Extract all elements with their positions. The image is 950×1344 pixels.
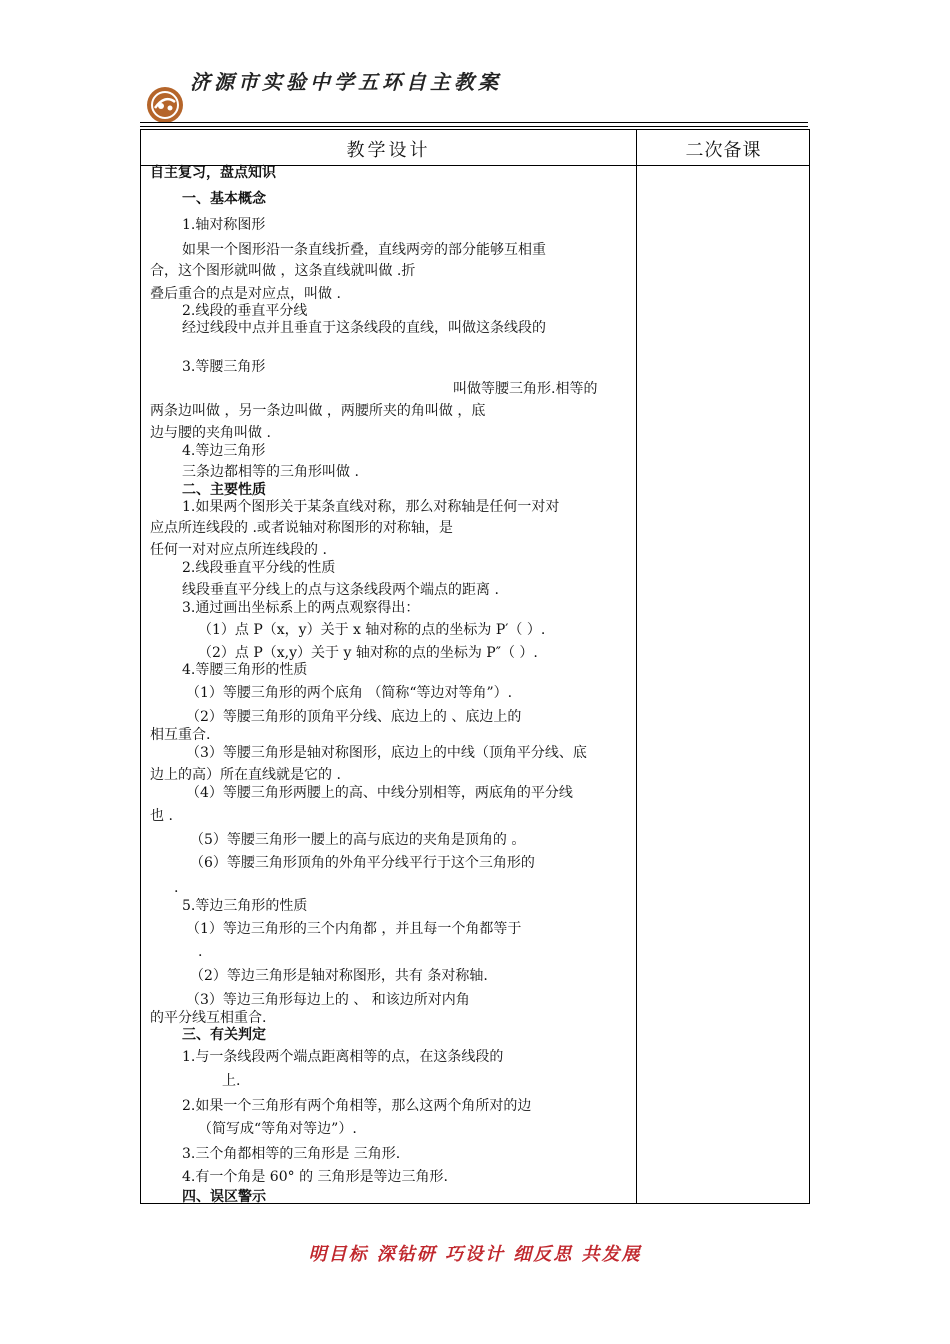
section-heading: 四、误区警示 xyxy=(182,1189,266,1205)
section-heading: 二、主要性质 xyxy=(182,482,266,498)
text-line: （6）等腰三角形顶角的外角平分线平行于这个三角形的 xyxy=(190,855,535,871)
text-line: 1.如果两个图形关于某条直线对称，那么对称轴是任何一对对 xyxy=(182,499,560,515)
text-line: （2）等边三角形是轴对称图形，共有 条对称轴. xyxy=(190,968,488,984)
text-line: 3.通过画出坐标系上的两点观察得出： xyxy=(182,600,420,616)
text-line: 两条边叫做 ，另一条边叫做 ，两腰所夹的角叫做 ，底 xyxy=(150,403,486,419)
column-header-teaching-design: 教学设计 xyxy=(346,140,431,161)
text-line: 叫做等腰三角形.相等的 xyxy=(453,381,598,397)
text-line: （2）点 P（x,y）关于 y 轴对称的点的坐标为 P″（ ）. xyxy=(198,645,538,661)
section-heading: 三、有关判定 xyxy=(182,1027,266,1043)
text-line: 相互重合. xyxy=(150,727,211,743)
text-line: 1.与一条线段两个端点距离相等的点，在这条线段的 xyxy=(182,1049,504,1065)
subheading: 1.轴对称图形 xyxy=(182,217,266,233)
text-line: 线段垂直平分线上的点与这条线段两个端点的距离 . xyxy=(182,582,499,598)
school-logo-icon xyxy=(146,86,184,124)
subheading: 4.等边三角形 xyxy=(182,443,266,459)
text-line: 三条边都相等的三角形叫做 . xyxy=(182,464,359,480)
subheading: 4.等腰三角形的性质 xyxy=(182,662,308,678)
text-line: （4）等腰三角形两腰上的高、中线分别相等，两底角的平分线 xyxy=(186,785,573,801)
subheading: 3.等腰三角形 xyxy=(182,359,266,375)
text-line: 任何一对对应点所连线段的 . xyxy=(150,542,327,558)
subheading: 2.线段垂直平分线的性质 xyxy=(182,560,336,576)
text-line: 合，这个图形就叫做 ，这条直线就叫做 .折 xyxy=(150,263,416,279)
text-line: 应点所连线段的 .或者说轴对称图形的对称轴，是 xyxy=(150,520,453,536)
text-line: （1）等边三角形的三个内角都 ，并且每一个角都等于 xyxy=(186,921,522,937)
text-line: 也 . xyxy=(150,808,173,824)
text-line: . xyxy=(174,880,179,896)
text-line: 4.有一个角是 60° 的 三角形是等边三角形. xyxy=(182,1169,448,1185)
subheading: 5.等边三角形的性质 xyxy=(182,898,308,914)
text-line: 叠后重合的点是对应点，叫做 . xyxy=(150,286,341,302)
section-heading: 自主复习，盘点知识 xyxy=(150,165,276,181)
text-line: （2）等腰三角形的顶角平分线、底边上的 、底边上的 xyxy=(186,709,522,725)
column-divider xyxy=(636,130,637,1203)
text-line: 边与腰的夹角叫做 . xyxy=(150,425,271,441)
text-line: 2.如果一个三角形有两个角相等，那么这两个角所对的边 xyxy=(182,1098,532,1114)
text-line: 如果一个图形沿一条直线折叠，直线两旁的部分能够互相重 xyxy=(182,242,546,258)
text-line: （3）等边三角形每边上的 、 和该边所对内角 xyxy=(186,992,470,1008)
footer-motto: 明目标 深钻研 巧设计 细反思 共发展 xyxy=(308,1244,642,1265)
text-line: . xyxy=(198,944,203,960)
column-header-second-prep: 二次备课 xyxy=(685,140,762,161)
text-line: （1）点 P（x，y）关于 x 轴对称的点的坐标为 P′（ ）. xyxy=(198,622,546,638)
section-heading: 一、基本概念 xyxy=(182,191,266,207)
subheading: 2.线段的垂直平分线 xyxy=(182,303,308,319)
text-line: 经过线段中点并且垂直于这条线段的直线，叫做这条线段的 xyxy=(182,320,546,336)
text-line: （简写成“等角对等边”）. xyxy=(198,1121,357,1137)
text-line: （1）等腰三角形的两个底角 （简称“等边对等角”）. xyxy=(186,685,513,701)
text-line: （5）等腰三角形一腰上的高与底边的夹角是顶角的 。 xyxy=(190,832,526,848)
text-line: 边上的高）所在直线就是它的 . xyxy=(150,767,341,783)
text-line: （3）等腰三角形是轴对称图形，底边上的中线（顶角平分线、底 xyxy=(186,745,587,761)
text-line: 的平分线互相重合. xyxy=(150,1010,267,1026)
header-title: 济源市实验中学五环自主教案 xyxy=(190,70,502,94)
header-rule xyxy=(140,126,808,127)
text-line: 上. xyxy=(222,1073,241,1089)
header-rule xyxy=(140,122,808,123)
text-line: 3.三个角都相等的三角形是 三角形. xyxy=(182,1146,401,1162)
